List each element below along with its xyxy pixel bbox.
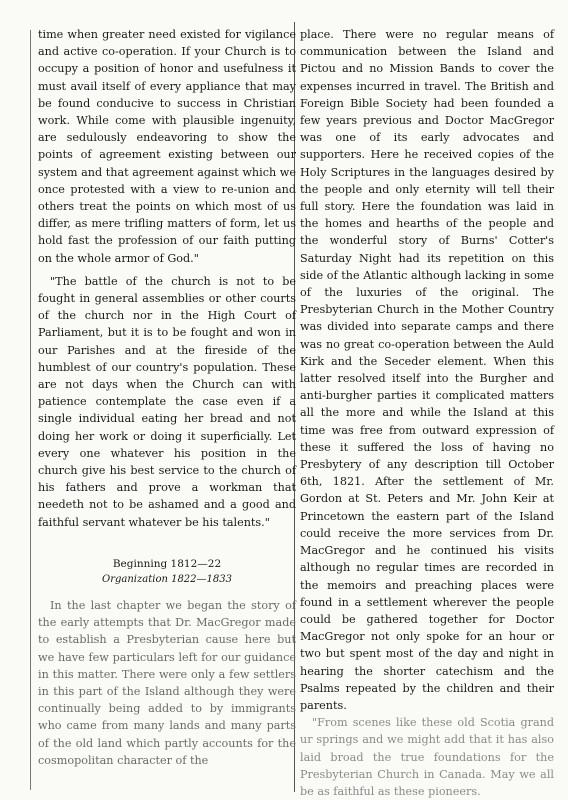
right-paragraph-1: place. There were no regular means of communication between the Island and Pictou and no Mission Bands to cover the expenses incurred in travel. The British and Foreign Bible Society had been founded a few years previous and Doctor MacGregor was one of its early advocates and supporters. Here he received copies of the Holy Scriptures in the languages desired by the people and only eternity will tell their full story. Here the foundation was laid in the homes and hearths of the people and the wonderful story of Burns' Cotter's Saturday Night had its repetition on this side of the Atlantic although lacking in some of the luxuries of the original. The Presbyterian Church in the Mother Country was divided into separate camps and there was no great co-operation between the Auld Kirk and the Seceder element. When this latter resolved itself into the Burgher and anti-burgher parties it complicated matters all the more and while the Island at this time was free from outward expression of these it suffered the loss of having no Presbytery of any description till October 6th, 1821. After the settlement of Mr. Gordon at St. Peters and Mr. John Keir at Princetown the eastern part of the Island could receive the more services from Dr. MacGregor and he continued his visits although no regular times are recorded in the memoirs and preaching places were found in a settlement wherever the people could be gathered together for Doctor MacGregor not only spoke for an hour or two but spent most of the day and night in hearing the shorter catechism and the Psalms repeated by the children and their parents. <box>300 28 554 712</box>
left-paragraph-1: time when greater need existed for vigilance and active co-operation. If your Church is to occupy a position of honor and usefulness it must avail itself of every appliance that may be found conducive to success in Christian work. While come with plausible ingenuity, are sedulously endeavoring to show the points of agreement existing between our system and that agreement against which we once protested with a view to re-union and others treat the points on which most of us differ, as mere trifling matters of form, let us hold fast the profession of our faith putting on the whole armor of God." <box>38 28 296 265</box>
left-column <box>38 26 296 769</box>
right-paragraph-2: "From scenes like these old Scotia grand ur springs and we might add that it has also laid broad the true foundations for the Presbyterian Church in Canada. May we all be as faithful as these pioneers. <box>300 716 554 798</box>
left-margin-rule <box>30 30 31 790</box>
left-paragraph-3: In the last chapter we began the story of the early attempts that Dr. MacGregor made to establish a Presbyterian cause here but we have few particulars left for our guidance in this matter. There were only a few settlers in this part of the Island although they were continually being added to by immigrants who came from many lands and many parts of the old land which partly accounts for the cosmopolitan character of the <box>38 598 296 767</box>
left-paragraph-2: "The battle of the church is not to be fought in general assemblies or other courts of the church nor in the High Court of Parliament, but it is to be fought and won in our Parishes and at the fireside of the humblest of our country's population. These are not days when the Church can with patience contemplate the case even if a single individual eating her bread and not doing her work or doing it superficially. Let every one whatever his position in the church give his best service to the church of his fathers and prove a workman that needeth not to be ashamed and a good and faithful servant whatever be his talents." <box>38 274 296 529</box>
section-heading: Beginning 1812—22 <box>112 557 222 570</box>
section-subheading: Organization 1822—1833 <box>102 573 232 585</box>
right-column <box>300 26 554 800</box>
